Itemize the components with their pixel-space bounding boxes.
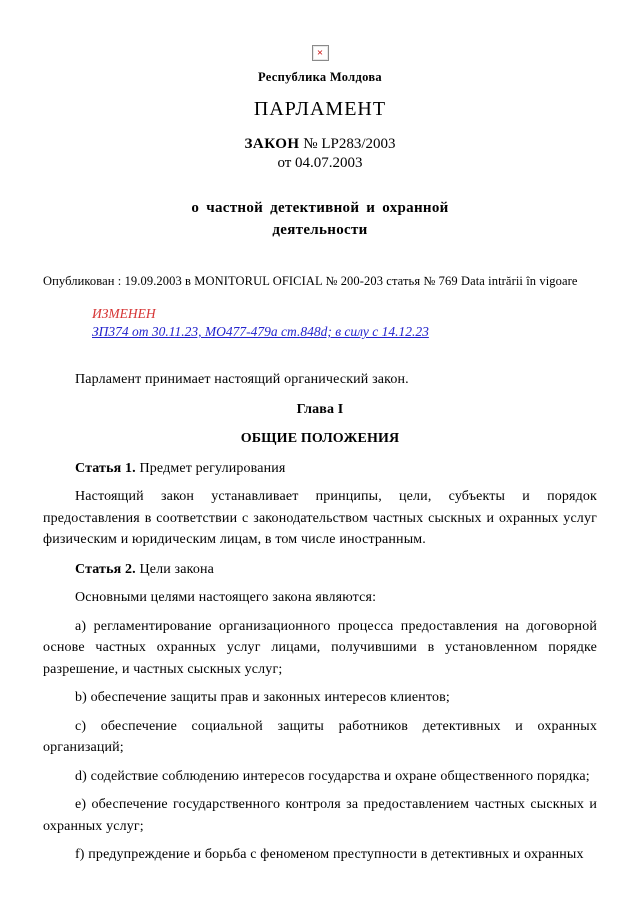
article-2-intro: Основными целями настоящего закона являются: (75, 590, 377, 605)
document-title (43, 197, 597, 241)
amendment-link[interactable]: ЗП374 от 30.11.23, МО477-479а ст.848d; в силу с 14.12.23 (92, 324, 429, 339)
amendment-block (43, 305, 597, 341)
publication-info: Опубликован : 19.09.2003 в MONITORUL OFICIAL № 200-203 статья № 769 Data intrării în vigoare (43, 274, 578, 288)
article-1-title: Предмет регулирования (139, 460, 286, 476)
article-2-item-d: d) содействие соблюдению интересов государства и охране общественного порядка; (75, 768, 590, 784)
amended-status-label: ИЗМЕНЕН (92, 306, 156, 321)
article-1-label: Статья 1. (75, 460, 136, 476)
chapter-title: ОБЩИЕ ПОЛОЖЕНИЯ (240, 431, 400, 446)
law-label: ЗАКОН (244, 136, 300, 152)
article-2-heading (43, 559, 597, 581)
republic-heading: Республика Молдова (258, 70, 382, 84)
chapter-label: Глава I (296, 401, 344, 417)
article-2-item-e: e) обеспечение государственного контроля за предоставлением частных сыскных и охранных услуг; (43, 797, 597, 834)
parliament-heading: ПАРЛАМЕНТ (253, 98, 387, 120)
broken-image-wrapper (43, 44, 597, 62)
document-title-line2: деятельности (272, 222, 368, 238)
law-number: № LP283/2003 (303, 136, 396, 152)
broken-image-icon: × (312, 45, 329, 61)
preamble-paragraph: Парламент принимает настоящий органический закон. (75, 372, 409, 387)
article-2-item-b: b) обеспечение защиты прав и законных интересов клиентов; (75, 690, 450, 705)
article-2-title: Цели закона (139, 561, 214, 577)
document-title-line1: о частной детективной и охранной (191, 200, 449, 216)
article-2-item-a: a) регламентирование организационного процесса предоставления на договорной основе частных охранных услуг лицами, получившими в установленном порядке разрешение, и частных сыскных услуг; (43, 618, 597, 677)
article-1-heading (43, 458, 597, 480)
article-1-paragraph: Настоящий закон устанавливает принципы, цели, субъекты и порядок предоставления в соответствии с законодательством частных сыскных и охранных услуг физическим и юридическим лицам, в том числе иностранным. (43, 489, 597, 547)
law-date: от 04.07.2003 (277, 155, 363, 171)
article-2-item-c: c) обеспечение социальной защиты работников детективных и охранных организаций; (43, 718, 597, 755)
article-2-label: Статья 2. (75, 561, 136, 577)
article-2-item-f: f) предупреждение и борьба с феноменом преступности в детективных и охранных (75, 847, 584, 862)
law-number-line (43, 135, 597, 173)
law-body (43, 369, 597, 866)
